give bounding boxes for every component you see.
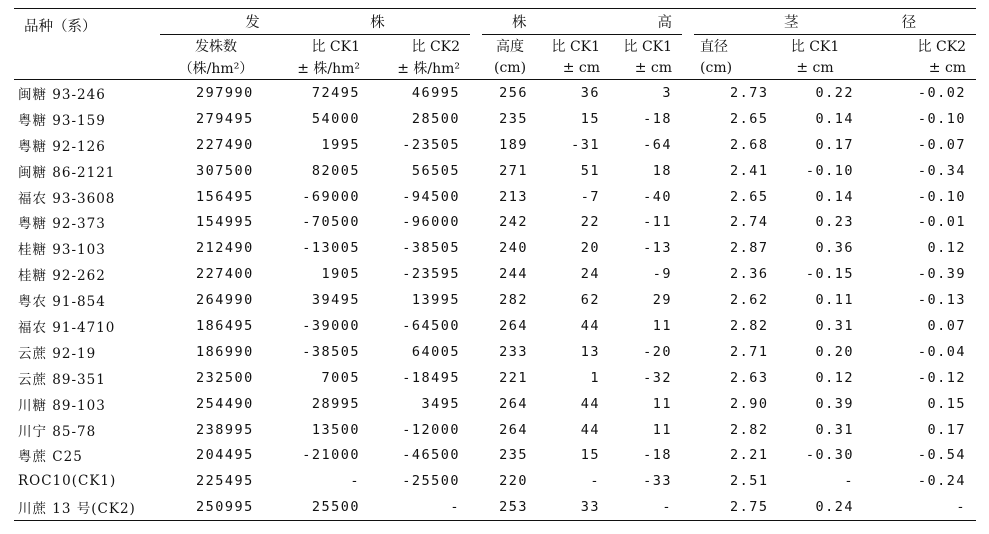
variety-cell: 桂糖 93-103 [18, 242, 106, 259]
diameter-vs-ck1-cell: 0.39 [815, 395, 855, 412]
variety-cell: 闽糖 93-246 [18, 86, 106, 103]
table-row [14, 313, 976, 339]
diameter-cell: 2.63 [730, 369, 769, 386]
diameter-cell: 2.41 [730, 162, 769, 179]
variety-cell: 川蔗 13 号(CK2) [14, 494, 160, 520]
sprout-vs-ck1-cell: 39495 [311, 292, 360, 309]
diameter-cell: 2.71 [730, 343, 769, 360]
diameter-cell: 2.65 [730, 188, 769, 205]
sprout-vs-ck2-cell: 3495 [421, 395, 461, 412]
table-row [14, 184, 976, 210]
diameter-cell: 2.68 [730, 136, 769, 153]
height-vs-ck2-cell: 11 [652, 421, 673, 438]
sprout-count-cell: 212490 [196, 240, 254, 257]
diameter-cell: 2.90 [730, 395, 769, 412]
height-vs-ck2-cell: -13 [643, 240, 673, 257]
height-vs-ck2-cell: -33 [643, 473, 673, 490]
height-vs-ck2-cell: -18 [643, 447, 673, 464]
sprout-vs-ck2-cell: 46995 [411, 84, 461, 101]
diameter-cell: 2.82 [730, 317, 769, 334]
sprout-vs-ck2-cell: - [370, 494, 470, 520]
diameter-vs-ck1-cell: -0.30 [805, 447, 855, 464]
sprout-vs-ck2-cell: -38505 [402, 240, 461, 257]
sprout-count-cell: 186495 [196, 317, 254, 334]
diameter-vs-ck2-cell: -0.04 [917, 343, 967, 360]
diameter-vs-ck1-cell: 0.23 [815, 214, 855, 231]
sprout-count-cell: 227400 [196, 266, 254, 283]
height-cell: 233 [499, 343, 529, 360]
sprout-count-cell: 156495 [196, 188, 254, 205]
subheader: ± 株/hm² [272, 57, 370, 80]
subheader: 比 CK2 [917, 39, 967, 55]
diameter-vs-ck1-cell: 0.36 [815, 240, 855, 257]
sprout-vs-ck1-cell: 72495 [311, 84, 360, 101]
diameter-vs-ck1-cell: 0.20 [815, 343, 855, 360]
variety-cell: 川宁 85-78 [18, 423, 97, 440]
variety-cell: 粤农 91-854 [18, 294, 106, 311]
diameter-vs-ck1-cell: -0.10 [805, 162, 855, 179]
height-vs-ck2-cell: -64 [643, 136, 673, 153]
data-table [14, 8, 976, 521]
diameter-vs-ck2-cell: -0.10 [917, 110, 967, 127]
sprout-vs-ck2-cell: 13995 [411, 292, 461, 309]
sprout-vs-ck2-cell: -64500 [402, 317, 461, 334]
height-vs-ck2-cell: -18 [643, 110, 673, 127]
table-row [14, 391, 976, 417]
diameter-vs-ck2-cell: -0.02 [917, 84, 967, 101]
subheader: ± cm [610, 57, 682, 80]
group-header-diameter: 茎 径 [694, 9, 976, 35]
height-cell: 244 [499, 266, 529, 283]
sprout-vs-ck1-cell: -69000 [302, 188, 360, 205]
height-cell: 264 [499, 317, 529, 334]
height-vs-ck2-cell: - [610, 494, 682, 520]
sprout-vs-ck1-cell: 1905 [321, 266, 360, 283]
height-vs-ck1-cell: 13 [580, 343, 601, 360]
height-cell: 242 [499, 214, 529, 231]
sprout-vs-ck1-cell: -38505 [302, 343, 360, 360]
diameter-vs-ck1-cell: 0.31 [815, 421, 855, 438]
variety-cell: 粤蔗 C25 [18, 449, 83, 466]
diameter-vs-ck2-cell: -0.12 [917, 369, 967, 386]
diameter-vs-ck2-cell: -0.10 [917, 188, 967, 205]
variety-cell: 粤糖 93-159 [18, 112, 106, 129]
variety-cell: 桂糖 92-262 [18, 268, 106, 285]
sprout-vs-ck1-cell: -21000 [302, 447, 360, 464]
sprout-vs-ck2-cell: -23595 [402, 266, 461, 283]
sprout-count-cell: 154995 [196, 214, 254, 231]
sprout-count-cell: 250995 [160, 494, 272, 520]
diameter-vs-ck2-cell: 0.17 [927, 421, 967, 438]
diameter-vs-ck1-cell: 0.14 [815, 110, 855, 127]
table-row [14, 132, 976, 158]
height-vs-ck2-cell: 18 [652, 162, 673, 179]
height-vs-ck1-cell: 44 [580, 395, 601, 412]
group-header-sprouting: 发 株 [160, 9, 470, 35]
subheader: 高度 [496, 39, 525, 55]
variety-cell: 云蔗 92-19 [18, 345, 97, 362]
sprout-vs-ck1-cell: - [350, 473, 360, 490]
height-vs-ck1-cell: 1 [590, 369, 601, 386]
diameter-vs-ck1-cell: 0.14 [815, 188, 855, 205]
height-cell: 253 [482, 494, 538, 520]
diameter-cell: 2.73 [730, 84, 769, 101]
sprout-count-cell: 238995 [196, 421, 254, 438]
table-row [14, 442, 976, 468]
sprout-vs-ck1-cell: 54000 [311, 110, 360, 127]
variety-cell: 粤糖 92-373 [18, 216, 106, 233]
diameter-vs-ck1-cell: 0.12 [815, 369, 855, 386]
height-vs-ck1-cell: -31 [571, 136, 601, 153]
table-row [14, 235, 976, 261]
variety-cell: 福农 93-3608 [18, 190, 116, 207]
sprout-vs-ck1-cell: 13500 [311, 421, 360, 438]
height-vs-ck2-cell: 11 [652, 395, 673, 412]
sprout-vs-ck2-cell: -12000 [402, 421, 461, 438]
diameter-cell: 2.21 [730, 447, 769, 464]
table-row [14, 106, 976, 132]
variety-header: 品种（系） [24, 19, 97, 35]
diameter-cell: 2.62 [730, 292, 769, 309]
sprout-vs-ck1-cell: -13005 [302, 240, 360, 257]
height-vs-ck2-cell: -20 [643, 343, 673, 360]
subheader: 比 CK1 [311, 39, 360, 55]
subheader: ± cm [766, 57, 864, 80]
variety-cell: 云蔗 89-351 [18, 371, 106, 388]
height-vs-ck1-cell: 36 [580, 84, 601, 101]
height-vs-ck1-cell: 15 [580, 447, 601, 464]
height-vs-ck1-cell: -7 [580, 188, 601, 205]
height-cell: 235 [499, 110, 529, 127]
diameter-vs-ck1-cell: 0.31 [815, 317, 855, 334]
table-header [14, 9, 976, 80]
diameter-cell: 2.51 [730, 473, 769, 490]
variety-cell: 闽糖 86-2121 [18, 164, 116, 181]
subheader: (cm) [694, 57, 766, 80]
sprout-vs-ck2-cell: 56505 [411, 162, 461, 179]
sprout-vs-ck2-cell: -18495 [402, 369, 461, 386]
height-cell: 220 [499, 473, 529, 490]
sprout-vs-ck1-cell: 25500 [272, 494, 370, 520]
variety-cell: 福农 91-4710 [18, 319, 116, 336]
height-vs-ck1-cell: 44 [580, 421, 601, 438]
sprout-vs-ck1-cell: -39000 [302, 317, 360, 334]
table-row [14, 365, 976, 391]
table-row [14, 209, 976, 235]
diameter-cell: 2.82 [730, 421, 769, 438]
sprout-vs-ck1-cell: 82005 [311, 162, 360, 179]
group-header-height: 株 高 [482, 9, 682, 35]
sprout-count-cell: 232500 [196, 369, 254, 386]
subheader: （株/hm²） [160, 57, 272, 80]
diameter-vs-ck2-cell: -0.01 [917, 214, 967, 231]
height-cell: 221 [499, 369, 529, 386]
height-cell: 282 [499, 292, 529, 309]
height-cell: 240 [499, 240, 529, 257]
height-cell: 264 [499, 395, 529, 412]
diameter-vs-ck2-cell: - [864, 494, 976, 520]
sprout-vs-ck2-cell: -25500 [402, 473, 461, 490]
subheader: ± cm [538, 57, 610, 80]
sprout-vs-ck1-cell: 1995 [321, 136, 360, 153]
height-vs-ck2-cell: -32 [643, 369, 673, 386]
sprout-vs-ck2-cell: 64005 [411, 343, 461, 360]
height-vs-ck1-cell: 33 [538, 494, 610, 520]
height-vs-ck2-cell: 29 [652, 292, 673, 309]
height-vs-ck2-cell: 3 [662, 84, 673, 101]
height-vs-ck1-cell: - [590, 473, 601, 490]
diameter-vs-ck1-cell: 0.11 [815, 292, 855, 309]
subheader: 发株数 [195, 39, 237, 55]
height-vs-ck1-cell: 51 [580, 162, 601, 179]
diameter-vs-ck1-cell: 0.24 [766, 494, 864, 520]
height-vs-ck1-cell: 22 [580, 214, 601, 231]
table-row [14, 339, 976, 365]
height-cell: 213 [499, 188, 529, 205]
subheader: 直径 [700, 39, 729, 55]
variety-cell: ROC10(CK1) [18, 473, 117, 490]
height-vs-ck2-cell: 11 [652, 317, 673, 334]
table-body [14, 80, 976, 521]
diameter-cell: 2.65 [730, 110, 769, 127]
sprout-vs-ck2-cell: -23505 [402, 136, 461, 153]
diameter-vs-ck2-cell: -0.34 [917, 162, 967, 179]
height-vs-ck1-cell: 62 [580, 292, 601, 309]
height-vs-ck2-cell: -9 [652, 266, 673, 283]
sprout-vs-ck2-cell: -96000 [402, 214, 461, 231]
sprout-vs-ck1-cell: 28995 [311, 395, 360, 412]
variety-cell: 川糖 89-103 [18, 397, 106, 414]
height-cell: 235 [499, 447, 529, 464]
diameter-vs-ck2-cell: 0.07 [927, 317, 967, 334]
diameter-vs-ck2-cell: -0.24 [917, 473, 967, 490]
height-cell: 271 [499, 162, 529, 179]
height-cell: 189 [499, 136, 529, 153]
diameter-vs-ck2-cell: -0.54 [917, 447, 967, 464]
height-vs-ck2-cell: -40 [643, 188, 673, 205]
sprout-count-cell: 204495 [196, 447, 254, 464]
subheader: 比 CK2 [411, 39, 461, 55]
sprout-count-cell: 297990 [196, 84, 254, 101]
sprout-count-cell: 186990 [196, 343, 254, 360]
diameter-vs-ck2-cell: 0.12 [927, 240, 967, 257]
height-vs-ck1-cell: 20 [580, 240, 601, 257]
height-cell: 264 [499, 421, 529, 438]
table-row [14, 261, 976, 287]
sprout-vs-ck2-cell: -94500 [402, 188, 461, 205]
diameter-vs-ck1-cell: -0.15 [805, 266, 855, 283]
sprout-count-cell: 307500 [196, 162, 254, 179]
sprout-count-cell: 225495 [196, 473, 254, 490]
sprout-count-cell: 264990 [196, 292, 254, 309]
subheader: (cm) [482, 57, 538, 80]
table-row [14, 417, 976, 443]
table-row [14, 158, 976, 184]
diameter-cell: 2.74 [730, 214, 769, 231]
height-vs-ck1-cell: 24 [580, 266, 601, 283]
height-vs-ck1-cell: 44 [580, 317, 601, 334]
diameter-vs-ck2-cell: -0.07 [917, 136, 967, 153]
diameter-vs-ck2-cell: 0.15 [927, 395, 967, 412]
height-vs-ck1-cell: 15 [580, 110, 601, 127]
diameter-cell: 2.75 [694, 494, 766, 520]
diameter-vs-ck1-cell: 0.17 [815, 136, 855, 153]
table-row [14, 468, 976, 494]
height-vs-ck2-cell: -11 [643, 214, 673, 231]
diameter-vs-ck1-cell: 0.22 [815, 84, 855, 101]
subheader: ± cm [864, 57, 976, 80]
diameter-vs-ck1-cell: - [844, 473, 855, 490]
diameter-cell: 2.87 [730, 240, 769, 257]
subheader: 比 CK1 [790, 39, 840, 55]
table-row [14, 494, 976, 520]
diameter-vs-ck2-cell: -0.13 [917, 292, 967, 309]
height-cell: 256 [499, 84, 529, 101]
sprout-count-cell: 227490 [196, 136, 254, 153]
variety-cell: 粤糖 92-126 [18, 138, 106, 155]
table-row [14, 287, 976, 313]
sprout-vs-ck2-cell: -46500 [402, 447, 461, 464]
subheader: 比 CK1 [623, 39, 673, 55]
diameter-vs-ck2-cell: -0.39 [917, 266, 967, 283]
sprout-count-cell: 254490 [196, 395, 254, 412]
subheader: ± 株/hm² [370, 57, 470, 80]
diameter-cell: 2.36 [730, 266, 769, 283]
sprout-vs-ck1-cell: -70500 [302, 214, 360, 231]
sprout-vs-ck1-cell: 7005 [321, 369, 360, 386]
sprout-vs-ck2-cell: 28500 [411, 110, 461, 127]
table-row [14, 80, 976, 106]
subheader: 比 CK1 [551, 39, 601, 55]
sprout-count-cell: 279495 [196, 110, 254, 127]
